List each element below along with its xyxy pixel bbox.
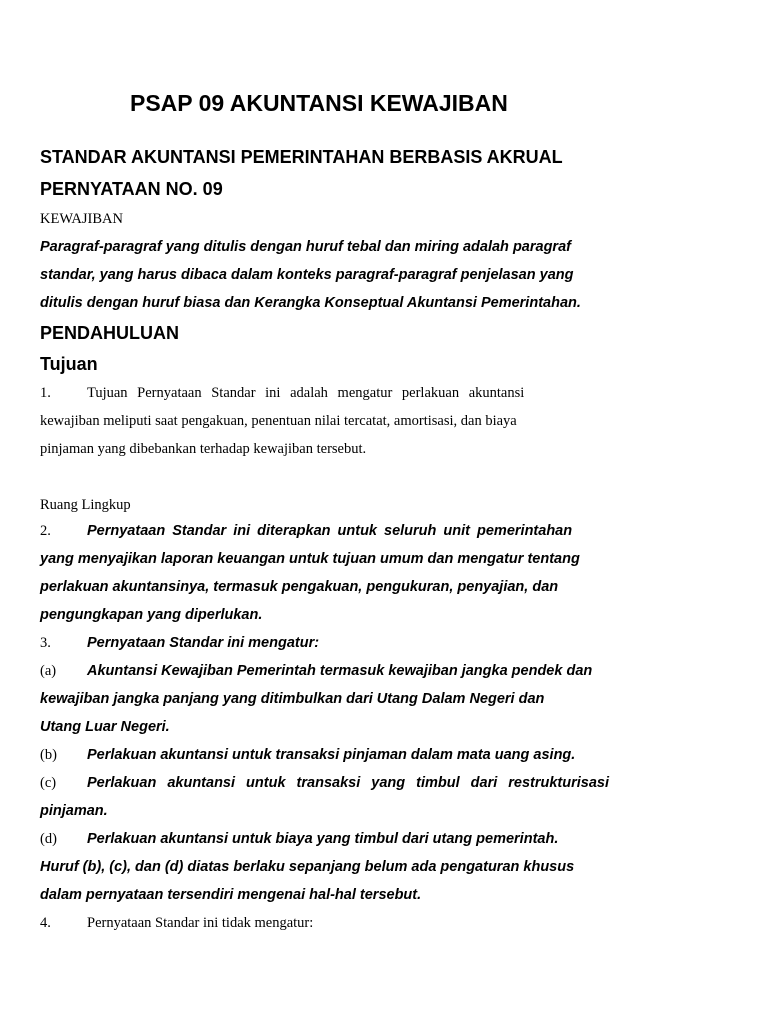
list-item-text: Perlakuan akuntansi untuk transaksi pinjaman dalam mata uang asing. bbox=[87, 747, 576, 763]
paragraph-1-line: kewajiban meliputi saat pengakuan, penentuan nilai tercatat, amortisasi, dan biaya bbox=[40, 413, 517, 429]
list-item-label: (d) bbox=[40, 831, 57, 847]
paragraph-4-first-line bbox=[40, 915, 313, 932]
intro-line: Paragraf-paragraf yang ditulis dengan huruf tebal dan miring adalah paragraf bbox=[40, 239, 571, 255]
paragraph-text: Pernyataan Standar ini diterapkan untuk seluruh unit pemerintahan bbox=[87, 523, 573, 539]
intro-line: standar, yang harus dibaca dalam konteks paragraf-paragraf penjelasan yang bbox=[40, 267, 574, 283]
intro-line: ditulis dengan huruf biasa dan Kerangka Konseptual Akuntansi Pemerintahan. bbox=[40, 295, 581, 311]
paragraph-1-first-line bbox=[40, 385, 524, 402]
list-item-label: (b) bbox=[40, 747, 57, 763]
list-item-a-line: kewajiban jangka panjang yang ditimbulkan dari Utang Dalam Negeri dan bbox=[40, 691, 545, 707]
section-heading-pendahuluan: PENDAHULUAN bbox=[40, 323, 179, 343]
paragraph-number: 3. bbox=[40, 635, 51, 651]
list-item-text: Akuntansi Kewajiban Pemerintah termasuk kewajiban jangka pendek dan bbox=[87, 663, 593, 679]
kewajiban-label: KEWAJIBAN bbox=[40, 211, 123, 227]
paragraph-2-line: pengungkapan yang diperlukan. bbox=[40, 607, 263, 623]
paragraph-text: Pernyataan Standar ini tidak mengatur: bbox=[87, 915, 314, 931]
document-title: PSAP 09 AKUNTANSI KEWAJIBAN bbox=[130, 90, 508, 116]
paragraph-2-first-line bbox=[40, 523, 572, 540]
paragraph-2-line: yang menyajikan laporan keuangan untuk tujuan umum dan mengatur tentang bbox=[40, 551, 580, 567]
paragraph-text: Tujuan Pernyataan Standar ini adalah mengatur perlakuan akuntansi bbox=[87, 385, 525, 401]
list-item-d-line: Huruf (b), (c), dan (d) diatas berlaku sepanjang belum ada pengaturan khusus bbox=[40, 859, 575, 875]
section-heading-tujuan: Tujuan bbox=[40, 354, 98, 374]
paragraph-2-line: perlakuan akuntansinya, termasuk pengakuan, pengukuran, penyajian, dan bbox=[40, 579, 559, 595]
paragraph-1-line: pinjaman yang dibebankan terhadap kewajiban tersebut. bbox=[40, 441, 367, 457]
paragraph-number: 2. bbox=[40, 523, 51, 539]
list-item-a-line: Utang Luar Negeri. bbox=[40, 719, 170, 735]
list-item-d-line: dalam pernyataan tersendiri mengenai hal-hal tersebut. bbox=[40, 887, 422, 903]
paragraph-text: Pernyataan Standar ini mengatur: bbox=[87, 635, 320, 651]
paragraph-3-first-line bbox=[40, 635, 319, 652]
paragraph-number: 4. bbox=[40, 915, 51, 931]
list-item-a bbox=[40, 663, 592, 680]
list-item-text: Perlakuan akuntansi untuk transaksi yang timbul dari restrukturisasi bbox=[87, 775, 610, 791]
list-item-c-line: pinjaman. bbox=[40, 803, 108, 819]
list-item-d bbox=[40, 831, 558, 848]
standard-heading: STANDAR AKUNTANSI PEMERINTAHAN BERBASIS AKRUAL bbox=[40, 147, 563, 167]
list-item-c bbox=[40, 775, 609, 792]
paragraph-number: 1. bbox=[40, 385, 51, 401]
list-item-label: (c) bbox=[40, 775, 57, 791]
list-item-text: Perlakuan akuntansi untuk biaya yang timbul dari utang pemerintah. bbox=[87, 831, 559, 847]
section-heading-ruang-lingkup: Ruang Lingkup bbox=[40, 497, 131, 513]
list-item-b bbox=[40, 747, 575, 764]
statement-number-heading: PERNYATAAN NO. 09 bbox=[40, 179, 223, 199]
list-item-label: (a) bbox=[40, 663, 57, 679]
